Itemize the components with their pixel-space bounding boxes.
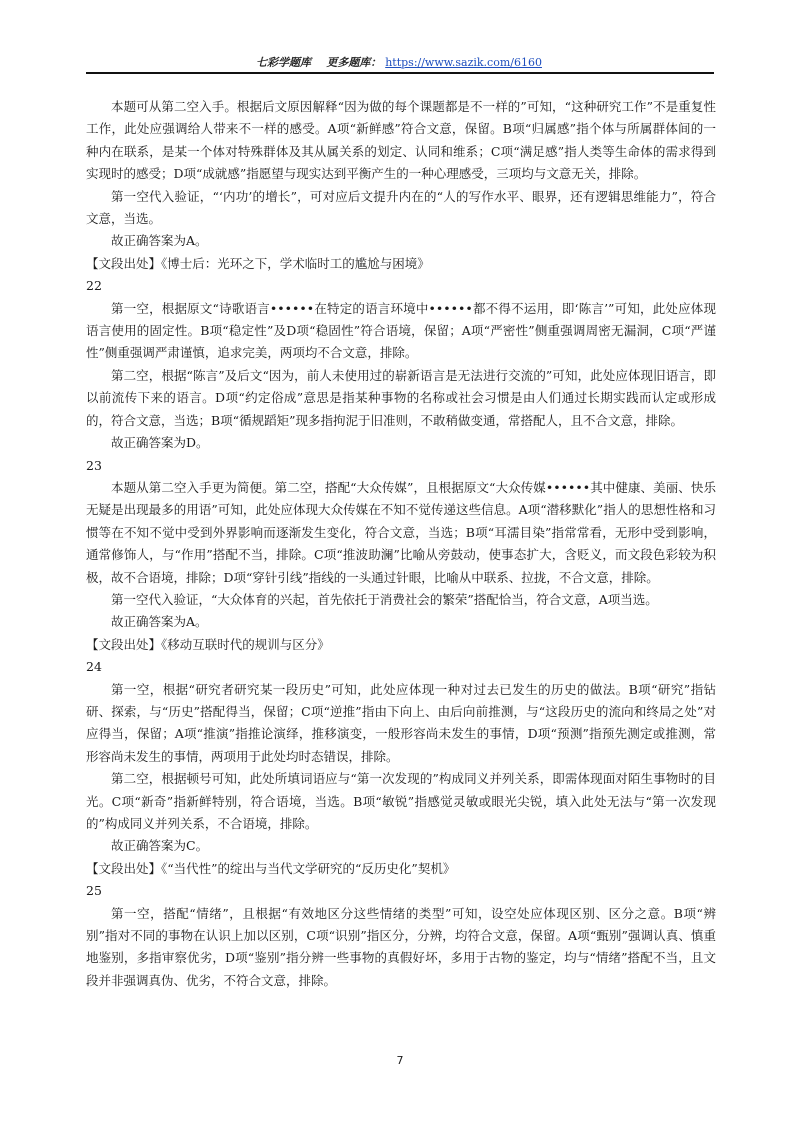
source-citation: 【文段出处】《博士后：光环之下，学术临时工的尴尬与困境》 <box>86 255 430 271</box>
paragraph: 第二空，根据顿号可知，此处所填词语应与“第一次发现的”构成同义并列关系，即需体现面对陌生事物时的目光。C项“新奇”指新鲜特别，符合语境，当选。B项“敏锐”指感觉灵敏或眼光尖锐，填入此处无法与“第一次发现的”构成同义并列关系，不合语境，排除。 <box>86 771 716 831</box>
source-citation: 【文段出处】《“当代性”的绽出与当代文学研究的“反历史化”契机》 <box>86 860 456 876</box>
header-url-link[interactable]: https://www.sazik.com/6160 <box>385 56 542 69</box>
page-number: 7 <box>396 1054 404 1067</box>
paragraph: 第一空代入验证，“‘内功’的增长”，可对应后文提升内在的“人的写作水平、眼界，还有逻辑思维能力”，符合文意，当选。 <box>86 188 716 227</box>
question-number: 24 <box>86 659 102 675</box>
header-divider <box>86 72 714 74</box>
paragraph: 本题可从第二空入手。根据后文原因解释“因为做的每个课题都是不一样的”可知，“这种研究工作”不是重复性工作，此处应强调给人带来不一样的感受。A项“新鲜感”符合文意，保留。B项“归属感”指个体与所属群体间的一种内在联系，是某一个体对特殊群体及其从属关系的划定、认同和维系；C项“满足感”指人类等生命体的需求得到实现时的感受；D项“成就感”指愿望与现实达到平衡产生的一种心理感受，三项均与文意无关，排除。 <box>86 99 716 182</box>
paragraph: 第一空，根据“研究者研究某一段历史”可知，此处应体现一种对过去已发生的历史的做法。B项“研究”指钻研、探索，与“历史”搭配得当，保留；C项“逆推”指由下向上、由后向前推测，与“这段历史的流向和终局之处”对应得当，保留；A项“推演”指推论演绎，推移演变，一般形容尚未发生的事情，D项“预测”指预先测定或推测，常形容尚未发生的事情，两项用于此处均时态错误，排除。 <box>86 681 716 764</box>
header-more-label: 更多题库： <box>326 56 382 69</box>
paragraph: 第一空，根据原文“诗歌语言••••••在特定的语言环境中••••••都不得不运用，即‘陈言’”可知，此处应体现语言使用的固定性。B项“稳定性”及D项“稳固性”符合语境，保留；A项“严密性”侧重强调周密无漏洞，C项“严谨性”侧重强调严肃谨慎，追求完美，两项均不合文意，排除。 <box>86 300 716 361</box>
question-number: 23 <box>86 457 102 473</box>
paragraph: 第二空，根据“陈言”及后文“因为，前人未使用过的崭新语言是无法进行交流的”可知，此处应体现旧语言，即以前流传下来的语言。D项“约定俗成”意思是指某种事物的名称或社会习惯是由人们通过长期实践而认定或形成的，符合文意，当选；B项“循规蹈矩”现多指拘泥于旧准则，不敢稍做变通，常搭配人，且不合文意，排除。 <box>86 367 716 428</box>
paragraph: 故正确答案为A。 <box>111 614 208 630</box>
paragraph: 故正确答案为D。 <box>111 435 209 451</box>
paragraph: 第一空代入验证，“大众体育的兴起，首先依托于消费社会的繁荣”搭配恰当，符合文意，A项当选。 <box>111 591 658 607</box>
paragraph: 故正确答案为A。 <box>111 233 208 249</box>
question-number: 25 <box>86 883 102 899</box>
paragraph: 故正确答案为C。 <box>111 838 209 854</box>
header-site-name: 七彩学题库 <box>256 56 312 69</box>
page-header <box>86 54 712 70</box>
source-citation: 【文段出处】《移动互联时代的规训与区分》 <box>86 636 330 652</box>
paragraph: 本题从第二空入手更为简便。第二空，搭配“大众传媒”，且根据原文“大众传媒••••••其中健康、美丽、快乐无疑是出现最多的用语”可知，此处应体现大众传媒在不知不觉传递这些信息。A项“潜移默化”指人的思想性格和习惯等在不知不觉中受到外界影响而逐渐发生变化，符合文意，当选；B项“耳濡目染”指常常看，无形中受到影响，通常修饰人，与“作用”搭配不当，排除。C项“推波助澜”比喻从旁鼓动，使事态扩大，含贬义，而文段色彩较为积极，故不合语境，排除；D项“穿针引线”指线的一头通过针眼，比喻从中联系、拉拢，不合文意，排除。 <box>86 479 716 585</box>
question-number: 22 <box>86 278 102 294</box>
document-body <box>86 96 716 992</box>
paragraph: 第一空，搭配“情绪”，且根据“有效地区分这些情绪的类型”可知，设空处应体现区别、区分之意。B项“辨别”指对不同的事物在认识上加以区别，C项“识别”指区分，分辨，均符合文意，保留。A项“甄别”强调认真、慎重地鉴别，多指审察优劣，D项“鉴别”指分辨一些事物的真假好坏，多用于古物的鉴定，均与“情绪”搭配不当，且文段并非强调真伪、优劣，不符合文意，排除。 <box>86 905 716 988</box>
